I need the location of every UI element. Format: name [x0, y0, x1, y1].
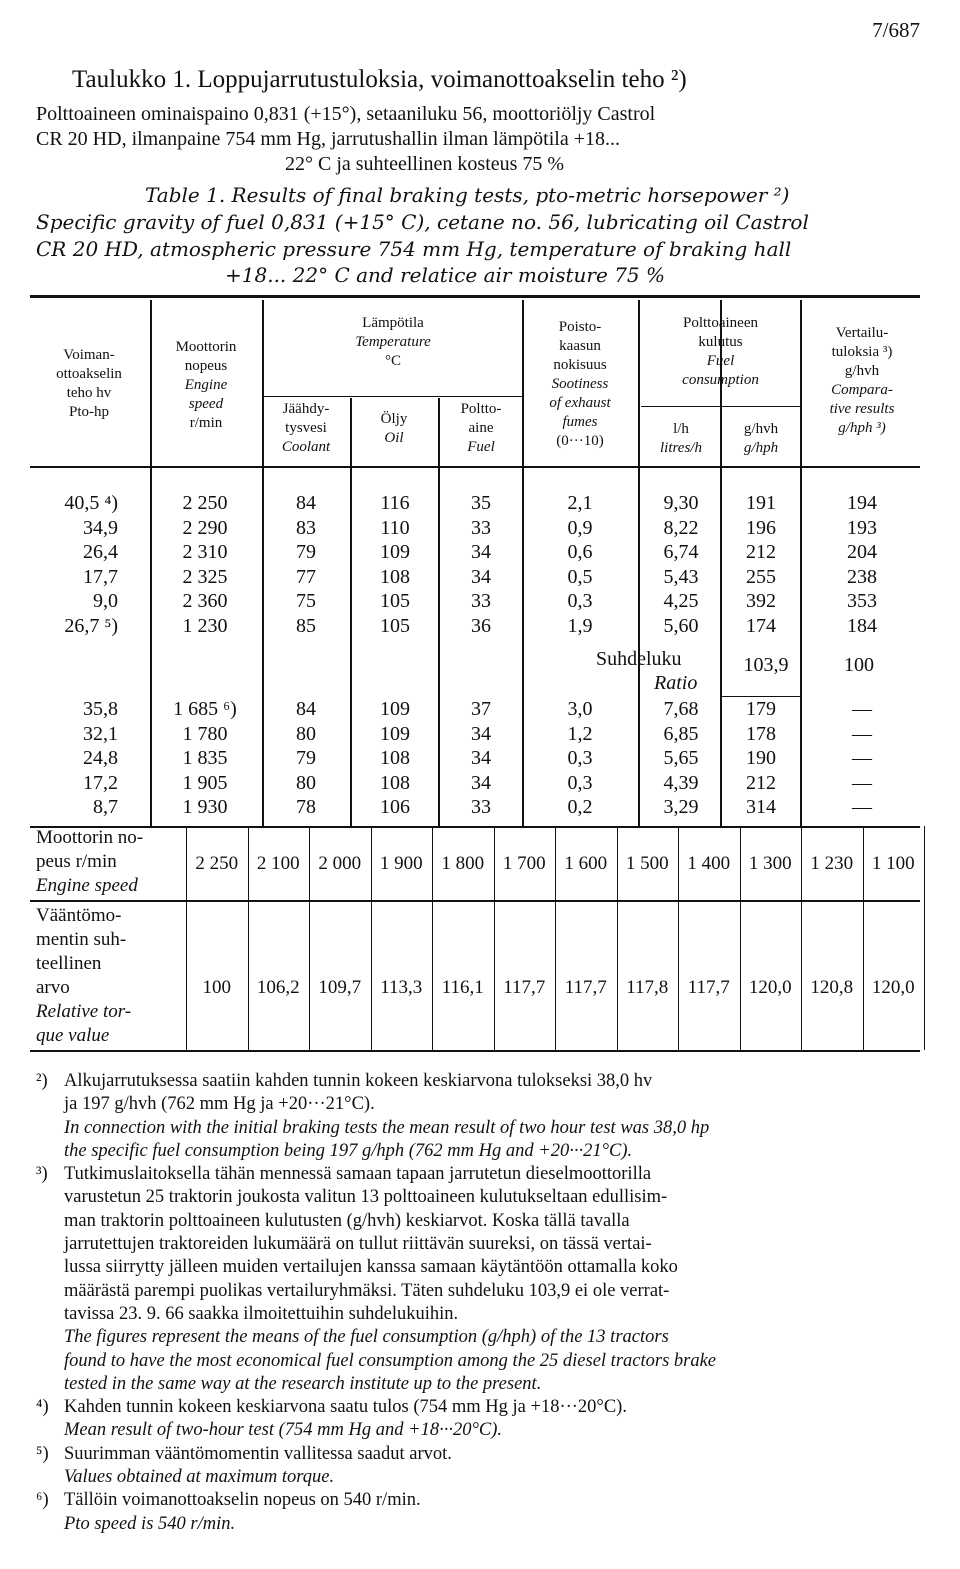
cell-power: 17,7 [83, 565, 118, 588]
cell-sootiness: 0,9 [567, 516, 593, 539]
cell-fuel-temp: 35 [471, 492, 491, 514]
header-oil: Öljy Oil [380, 411, 408, 446]
cell-fuel-temp: 34 [471, 565, 491, 588]
cell-oil-temp: 108 [380, 771, 410, 794]
cell-engine-speed: 1 905 [182, 771, 228, 794]
page-reference: 7/687 [872, 18, 920, 42]
speed-value: 1 800 [441, 853, 485, 874]
cell-comparative: — [852, 771, 872, 794]
cell-consumption-lh: 5,65 [663, 747, 699, 770]
cell-oil-temp: 109 [380, 698, 410, 720]
cell-consumption-lh: 8,22 [663, 516, 699, 539]
cell-power: 26,7 ⁵) [64, 615, 118, 637]
cell-consumption-lh: 9,30 [663, 492, 699, 514]
table-title-en: Table 1. Results of final braking tests, pto-metric horsepower ²) [145, 183, 790, 207]
cell-fuel-temp: 36 [471, 615, 491, 637]
speed-row-label: Moottorin no- peus r/min Engine speed [36, 827, 144, 896]
cell-engine-speed: 1 835 [182, 747, 228, 770]
column-divider [262, 300, 264, 826]
cell-comparative: — [852, 722, 872, 745]
cell-consumption-ghph: 174 [746, 615, 776, 637]
caption-en-line: Specific gravity of fuel 0,831 (+15° C), cetane no. 56, lubricating oil Castrol [36, 210, 809, 234]
footnote-line: The figures represent the means of the fuel consumption (g/hph) of the 13 tractors [64, 1327, 669, 1348]
header-sootiness: Poisto- kaasun nokisuus Sootiness of exhaust fumes (0···10) [549, 319, 611, 449]
column-divider [350, 398, 352, 826]
footnote-text [64, 1396, 916, 1443]
ratio-value: 103,9 [743, 654, 789, 676]
speed-value: 1 900 [379, 853, 423, 874]
cell-fuel-temp: 34 [471, 722, 491, 745]
cell-comparative: 238 [847, 565, 877, 588]
cell-consumption-ghph: 212 [746, 541, 776, 564]
cell-consumption-ghph: 191 [746, 492, 776, 514]
cell-coolant-temp: 77 [296, 565, 316, 588]
cell-oil-temp: 109 [380, 722, 410, 745]
torque-value: 117,8 [626, 977, 669, 998]
cell-engine-speed: 1 685 ⁶) [173, 698, 237, 720]
footnote-text [64, 1070, 916, 1163]
torque-value: 120,8 [810, 977, 854, 998]
cell-oil-temp: 108 [380, 565, 410, 588]
speed-value: 2 000 [318, 853, 362, 874]
footnote-text [64, 1163, 916, 1396]
cell-consumption-lh: 7,68 [663, 698, 699, 720]
speed-value: 1 400 [687, 853, 731, 874]
footnote-line: Tutkimuslaitoksella tähän mennessä samaan tapaan jarrutetun dieselmoottorilla [64, 1164, 652, 1185]
cell-fuel-temp: 34 [471, 771, 491, 794]
footnote-line: man traktorin polttoaineen kulutusten (g/hvh) keskiarvot. Koska tällä tavalla [64, 1210, 630, 1231]
cell-coolant-temp: 80 [296, 722, 316, 745]
footnote-line: In connection with the initial braking tests the mean result of two hour test was 38,0 hp [64, 1117, 710, 1138]
cell-sootiness: 0,6 [567, 541, 593, 564]
cell-engine-speed: 1 930 [182, 796, 228, 819]
cell-engine-speed: 1 780 [182, 722, 228, 745]
footnote-text [64, 1489, 916, 1536]
cell-oil-temp: 108 [380, 747, 410, 770]
footnote-line: määrästä parempi puolikas vertailuryhmäksi. Täten suhdeluku 103,9 ei ole verrat- [64, 1280, 670, 1301]
cell-sootiness: 0,5 [567, 565, 593, 588]
footnote-line: found to have the most economical fuel consumption among the 25 diesel tractors brake [64, 1350, 717, 1371]
cell-comparative: — [852, 796, 872, 819]
speed-value: 2 250 [195, 853, 239, 874]
column-divider [800, 300, 802, 826]
footnote-line: tested in the same way at the research institute up to the present. [64, 1373, 542, 1394]
footnote-mark: ²) [36, 1071, 48, 1091]
cell-oil-temp: 106 [380, 796, 410, 819]
cell-engine-speed: 2 250 [182, 492, 228, 514]
footnote-line: Suurimman vääntömomentin vallitessa saadut arvot. [64, 1443, 452, 1464]
caption-fi-line: 22° C ja suhteellinen kosteus 75 % [285, 153, 565, 175]
cell-fuel-temp: 34 [471, 747, 491, 770]
cell-sootiness: 3,0 [567, 698, 593, 720]
cell-power: 24,8 [83, 747, 118, 770]
torque-value: 117,7 [503, 977, 546, 998]
cell-oil-temp: 110 [380, 516, 410, 539]
cell-coolant-temp: 84 [296, 698, 316, 720]
cell-consumption-lh: 5,60 [663, 615, 699, 637]
torque-row-label: Vääntömo- mentin suh- teellinen arvo Relative tor- que value [36, 905, 132, 1046]
footnote-line: Mean result of two-hour test (754 mm Hg and +18···20°C). [64, 1420, 502, 1441]
cell-coolant-temp: 79 [296, 541, 316, 564]
cell-power: 34,9 [83, 516, 118, 539]
cell-engine-speed: 1 230 [182, 615, 228, 637]
caption-en-line: CR 20 HD, atmospheric pressure 754 mm Hg, temperature of braking hall [36, 237, 792, 261]
column-divider [438, 398, 440, 826]
cell-power: 32,1 [83, 722, 118, 745]
header-speed: Moottorin nopeus Engine speed r/min [175, 339, 237, 431]
caption-fi-line: CR 20 HD, ilmanpaine 754 mm Hg, jarrutushallin ilman lämpötila +18... [36, 128, 620, 150]
footnote-mark: ⁶) [36, 1490, 49, 1511]
ratio-comparison: 100 [844, 654, 874, 676]
footnote-line: lussa siirrytty jälleen muiden vertailujen kanssa samaan käytäntöön ottamalla koko [64, 1257, 678, 1278]
table-title-fi: Taulukko 1. Loppujarrutustuloksia, voimanottoakselin teho ²) [72, 66, 687, 93]
footnote [36, 1070, 916, 1163]
cell-fuel-temp: 33 [471, 516, 491, 539]
cell-oil-temp: 105 [380, 615, 410, 637]
cell-consumption-ghph: 314 [746, 796, 776, 819]
cell-consumption-ghph: 190 [746, 747, 776, 770]
cell-coolant-temp: 75 [296, 590, 316, 613]
cell-comparative: 204 [847, 541, 877, 564]
cell-sootiness: 2,1 [567, 492, 593, 514]
cell-comparative: 193 [847, 516, 877, 539]
footnote-line: tavissa 23. 9. 66 saakka ilmoitettuihin suhdelukuihin. [64, 1303, 459, 1324]
header-temperature-group: Lämpötila Temperature °C [355, 315, 431, 369]
footnote-mark: ³) [36, 1164, 48, 1185]
cell-oil-temp: 116 [380, 492, 410, 514]
cell-sootiness: 0,3 [567, 771, 593, 794]
ratio-label-fi: Suhdeluku [596, 648, 682, 670]
cell-power: 26,4 [83, 541, 118, 564]
footnote-line: the specific fuel consumption being 197 g/hph (762 mm Hg and +20···21°C). [64, 1140, 633, 1161]
cell-power: 9,0 [93, 590, 118, 613]
torque-value: 117,7 [687, 977, 730, 998]
cell-comparative: 194 [847, 492, 877, 514]
header-power: Voiman- ottoakselin teho hv Pto-hp [56, 347, 122, 420]
table-top-rule [30, 295, 920, 298]
cell-sootiness: 1,2 [567, 722, 593, 745]
footnote-line: Tällöin voimanottoakselin nopeus on 540 r/min. [64, 1490, 421, 1511]
cell-consumption-ghph: 255 [746, 565, 776, 588]
cell-consumption-ghph: 212 [746, 771, 776, 794]
cell-sootiness: 1,9 [567, 615, 593, 637]
torque-value: 120,0 [871, 977, 915, 998]
cell-engine-speed: 2 325 [182, 565, 228, 588]
cell-consumption-lh: 4,25 [663, 590, 699, 613]
cell-coolant-temp: 83 [296, 516, 316, 539]
footnote-line: varustetun 25 traktorin joukosta valitun 13 polttoaineen kulutukseltaan edullisim- [64, 1187, 668, 1208]
cell-sootiness: 0,2 [567, 796, 593, 819]
torque-row-rule [30, 900, 920, 902]
cell-consumption-lh: 6,74 [663, 541, 699, 564]
torque-value: 117,7 [564, 977, 607, 998]
caption-fi-line: Polttoaineen ominaispaino 0,831 (+15°), setaaniluku 56, moottoriöljy Castrol [36, 103, 656, 125]
cell-power: 35,8 [83, 698, 118, 720]
cell-power: 17,2 [83, 771, 118, 794]
cell-consumption-lh: 4,39 [663, 771, 699, 794]
table-bottom-rule [30, 1050, 920, 1052]
footnote-mark: ⁵) [36, 1443, 49, 1464]
footnote [36, 1396, 916, 1443]
footnote-text [64, 1443, 916, 1490]
cell-coolant-temp: 80 [296, 771, 316, 794]
cell-fuel-temp: 34 [471, 541, 491, 564]
cell-oil-temp: 109 [380, 541, 410, 564]
torque-value: 106,2 [256, 977, 300, 998]
footnote-line: Pto speed is 540 r/min. [64, 1513, 236, 1534]
column-divider [924, 826, 925, 1050]
footnote [36, 1489, 916, 1536]
header-bottom-rule [30, 466, 920, 468]
cell-comparative: — [852, 698, 872, 720]
header-consumption-group: Polttoaineen kulutus Fuel consumption [682, 315, 759, 388]
speed-value: 1 600 [564, 853, 608, 874]
cell-consumption-ghph: 179 [746, 698, 776, 720]
cell-sootiness: 0,3 [567, 590, 593, 613]
header-coolant: Jäähdy- tysvesi Coolant [281, 401, 331, 455]
cell-consumption-lh: 6,85 [663, 722, 699, 745]
torque-value: 109,7 [318, 977, 362, 998]
footnote-line: Kahden tunnin kokeen keskiarvona saatu tulos (754 mm Hg ja +18···20°C). [64, 1397, 627, 1418]
speed-value: 1 700 [502, 853, 546, 874]
speed-value: 1 230 [810, 853, 854, 874]
cell-consumption-lh: 3,29 [663, 796, 699, 819]
cell-engine-speed: 2 360 [182, 590, 228, 613]
speed-value: 1 100 [871, 853, 915, 874]
cell-consumption-lh: 5,43 [663, 565, 699, 588]
footnote [36, 1163, 916, 1396]
cell-comparative: 184 [847, 615, 877, 637]
torque-value: 116,1 [441, 977, 484, 998]
footnote-mark: ⁴) [36, 1397, 49, 1418]
cell-fuel-temp: 33 [471, 590, 491, 613]
cell-engine-speed: 2 310 [182, 541, 228, 564]
footnote-line: Alkujarrutuksessa saatiin kahden tunnin kokeen keskiarvona tulokseksi 38,0 hv [64, 1071, 653, 1091]
cell-coolant-temp: 84 [296, 492, 316, 514]
cell-coolant-temp: 79 [296, 747, 316, 770]
header-fuel: Poltto- aine Fuel [460, 401, 502, 455]
cell-sootiness: 0,3 [567, 747, 593, 770]
cell-power: 40,5 ⁴) [64, 492, 118, 514]
torque-value: 100 [202, 977, 231, 998]
speed-value: 1 500 [625, 853, 669, 874]
torque-value: 120,0 [748, 977, 792, 998]
footnote [36, 1443, 916, 1490]
cell-coolant-temp: 78 [296, 796, 316, 819]
ratio-underline [720, 696, 800, 697]
cell-comparative: 353 [847, 590, 877, 613]
ratio-label-en: Ratio [654, 672, 698, 694]
caption-en-line: +18... 22° C and relatice air moisture 75 % [225, 263, 665, 287]
speed-value: 2 100 [256, 853, 300, 874]
header-litres-per-hour: l/h litres/h [660, 421, 702, 456]
cell-oil-temp: 105 [380, 590, 410, 613]
cell-power: 8,7 [93, 796, 118, 819]
cell-consumption-ghph: 392 [746, 590, 776, 613]
speed-row-rule [30, 826, 920, 828]
cell-consumption-ghph: 196 [746, 516, 776, 539]
temp-group-rule [264, 396, 522, 397]
footnote-line: Values obtained at maximum torque. [64, 1467, 335, 1488]
header-comparative-results: Vertailu- tuloksia ³) g/hvh Compara- tive results g/hph ³) [829, 325, 895, 436]
speed-value: 1 300 [748, 853, 792, 874]
cell-fuel-temp: 37 [471, 698, 491, 720]
footnote-line: jarrutettujen traktoreiden lukumäärä on tullut riittävän suureksi, on tässä vertai- [64, 1234, 652, 1255]
header-grams-per-hph: g/hvh g/hph [743, 421, 779, 456]
footnote-line: ja 197 g/hvh (762 mm Hg ja +20···21°C). [64, 1094, 375, 1115]
cell-consumption-ghph: 178 [746, 722, 776, 745]
cell-fuel-temp: 33 [471, 796, 491, 819]
cell-engine-speed: 2 290 [182, 516, 228, 539]
cell-coolant-temp: 85 [296, 615, 316, 637]
cell-comparative: — [852, 747, 872, 770]
torque-value: 113,3 [380, 977, 423, 998]
column-divider [638, 300, 640, 826]
